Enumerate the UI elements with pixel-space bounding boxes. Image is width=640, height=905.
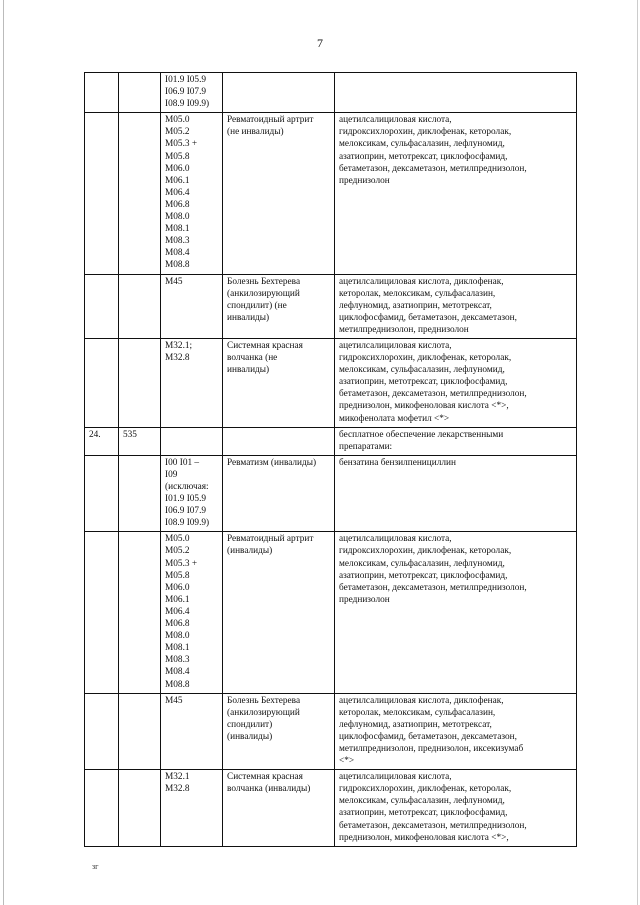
drugs-cell — [335, 73, 577, 113]
icd-codes-cell: I01.9 I05.9 I06.9 I07.9 I08.9 I09.9) — [161, 73, 223, 113]
footer-mark: зг — [92, 862, 99, 871]
table-row — [85, 338, 577, 427]
drugs-cell: бензатина бензилпенициллин — [335, 455, 577, 532]
code-cell — [119, 338, 161, 427]
disease-cell: Ревматоидный артрит (не инвалиды) — [223, 113, 335, 274]
row-number-cell — [85, 113, 119, 274]
table-row — [85, 770, 577, 847]
drugs-cell: ацетилсалициловая кислота, гидроксихлорохин, диклофенак, кеторолак, мелоксикам, сульфасалазин, лефлуномид, азатиоприн, метотрексат, циклофосфамид, бетаметазон, дексаметазон, метилпреднизолон, преднизолон, микофеноловая кислота <*>, — [335, 770, 577, 847]
drugs-cell: ацетилсалициловая кислота, диклофенак, кеторолак, мелоксикам, сульфасалазин, лефлуномид, азатиоприн, метотрексат, циклофосфамид, бетаметазон, дексаметазон, метилпреднизолон, преднизолон — [335, 274, 577, 338]
table-row — [85, 73, 577, 113]
code-cell — [119, 532, 161, 693]
row-number-cell — [85, 532, 119, 693]
table-row — [85, 274, 577, 338]
disease-cell: Ревматизм (инвалиды) — [223, 455, 335, 532]
table-row — [85, 455, 577, 532]
drugs-cell: бесплатное обеспечение лекарственными препаратами: — [335, 427, 577, 455]
drugs-cell: ацетилсалициловая кислота, гидроксихлорохин, диклофенак, кеторолак, мелоксикам, сульфасалазин, лефлуномид, азатиоприн, метотрексат, циклофосфамид, бетаметазон, дексаметазон, метилпреднизолон, преднизолон, микофеноловая кислота <*>, микофенолата мофетил <*> — [335, 338, 577, 427]
icd-codes-cell: M05.0 M05.2 M05.3 + M05.8 M06.0 M06.1 M06.4 M06.8 M08.0 M08.1 M08.3 M08.4 M08.8 — [161, 113, 223, 274]
icd-codes-cell — [161, 427, 223, 455]
scan-right-edge — [637, 0, 638, 905]
row-number-cell — [85, 338, 119, 427]
icd-codes-cell: M05.0 M05.2 M05.3 + M05.8 M06.0 M06.1 M06.4 M06.8 M08.0 M08.1 M08.3 M08.4 M08.8 — [161, 532, 223, 693]
row-number-cell — [85, 770, 119, 847]
icd-codes-cell: M45 — [161, 693, 223, 770]
page-number: 7 — [317, 36, 323, 50]
row-number-cell — [85, 274, 119, 338]
table-body — [85, 73, 577, 847]
drugs-cell: ацетилсалициловая кислота, диклофенак, кеторолак, мелоксикам, сульфасалазин, лефлуномид, азатиоприн, метотрексат, циклофосфамид, бетаметазон, дексаметазон, метилпреднизолон, преднизолон, иксекизумаб <*> — [335, 693, 577, 770]
disease-cell: Болезнь Бехтерева (анкилозирующий спондилит) (инвалиды) — [223, 693, 335, 770]
icd-codes-cell: I00 I01 – I09 (исключая: I01.9 I05.9 I06.9 I07.9 I08.9 I09.9) — [161, 455, 223, 532]
code-cell: 535 — [119, 427, 161, 455]
code-cell — [119, 693, 161, 770]
icd-codes-cell: M32.1 M32.8 — [161, 770, 223, 847]
code-cell — [119, 770, 161, 847]
disease-cell: Ревматоидный артрит (инвалиды) — [223, 532, 335, 693]
table-row — [85, 532, 577, 693]
row-number-cell — [85, 73, 119, 113]
icd-codes-cell: M45 — [161, 274, 223, 338]
row-number-cell: 24. — [85, 427, 119, 455]
table-row — [85, 113, 577, 274]
row-number-cell — [85, 693, 119, 770]
disease-cell: Болезнь Бехтерева (анкилозирующий спондилит) (не инвалиды) — [223, 274, 335, 338]
code-cell — [119, 274, 161, 338]
code-cell — [119, 113, 161, 274]
disease-cell: Системная красная волчанка (не инвалиды) — [223, 338, 335, 427]
disease-cell — [223, 427, 335, 455]
drugs-cell: ацетилсалициловая кислота, гидроксихлорохин, диклофенак, кеторолак, мелоксикам, сульфасалазин, лефлуномид, азатиоприн, метотрексат, циклофосфамид, бетаметазон, дексаметазон, метилпреднизолон, преднизолон — [335, 532, 577, 693]
drugs-cell: ацетилсалициловая кислота, гидроксихлорохин, диклофенак, кеторолак, мелоксикам, сульфасалазин, лефлуномид, азатиоприн, метотрексат, циклофосфамид, бетаметазон, дексаметазон, метилпреднизолон, преднизолон — [335, 113, 577, 274]
code-cell — [119, 73, 161, 113]
disease-cell — [223, 73, 335, 113]
icd-codes-cell: M32.1; M32.8 — [161, 338, 223, 427]
disease-cell: Системная красная волчанка (инвалиды) — [223, 770, 335, 847]
drug-provision-table — [84, 72, 577, 847]
table-row — [85, 427, 577, 455]
code-cell — [119, 455, 161, 532]
row-number-cell — [85, 455, 119, 532]
scan-left-edge — [3, 0, 4, 905]
table-row — [85, 693, 577, 770]
